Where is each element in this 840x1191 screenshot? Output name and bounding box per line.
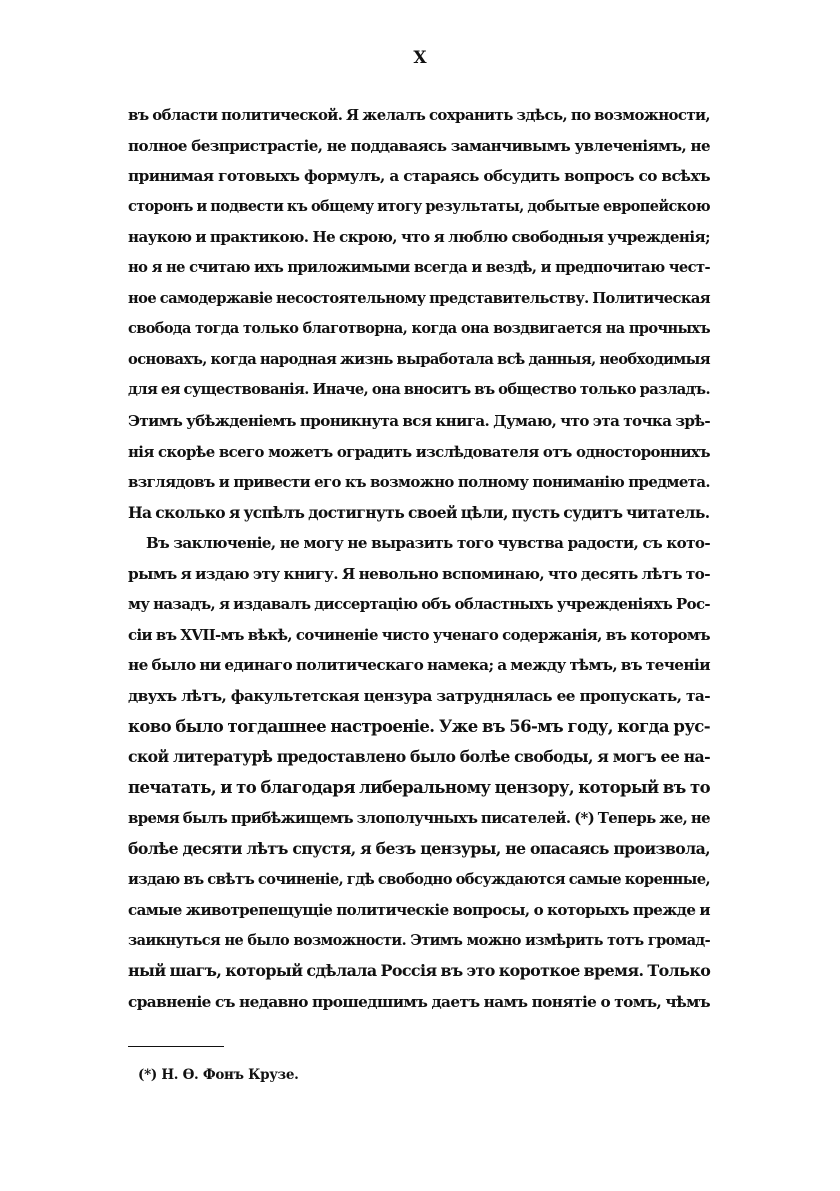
text-line: основахъ, когда народная жизнь выработала всѣ данныя, необходимыя: [128, 350, 710, 368]
text-line: самые животрепещущіе политическіе вопросы, о которыхъ прежде и: [128, 901, 710, 920]
text-line: сторонъ и подвести къ общему итогу результаты, добытые европейскою: [128, 197, 710, 215]
text-line: рымъ я издаю эту книгу. Я невольно вспоминаю, что десять лѣтъ то-: [128, 564, 710, 583]
text-line: сіи въ XVII-мъ вѣкѣ, сочиненіе чисто ученаго содержанія, въ которомъ: [128, 625, 710, 644]
text-line: взглядовъ и привести его къ возможно полному пониманію предмета.: [128, 473, 710, 492]
page-number: X: [413, 48, 427, 68]
text-line: ково было тогдашнее настроеніе. Уже въ 56-мъ году, когда рус-: [128, 716, 710, 736]
text-line: но я не считаю ихъ приложимыми всегда и вездѣ, и предпочитаю чест-: [128, 258, 710, 276]
text-line: свобода тогда только благотворна, когда она воздвигается на прочныхъ: [128, 320, 710, 338]
paragraph-1: [128, 100, 710, 528]
text-line: двухъ лѣтъ, факультетская цензура затруднялась ее пропускать, та-: [128, 686, 710, 705]
text-line: му назадъ, я издавалъ диссертацію объ областныхъ учрежденіяхъ Рос-: [128, 595, 710, 614]
text-line: ный шагъ, который сдѣлала Россія въ это короткое время. Только: [128, 961, 711, 981]
text-line: ное самодержавіе несостоятельному представительству. Политическая: [128, 289, 710, 307]
text-line: въ области политической. Я желалъ сохранить здѣсь, по возможности,: [128, 106, 710, 124]
text-line: сравненіе съ недавно прошедшимъ даетъ намъ понятіе о томъ, чѣмъ: [128, 992, 710, 1011]
text-line: На сколько я успѣлъ достигнуть своей цѣли, пусть судитъ читатель.: [128, 502, 710, 522]
text-line: не было ни единаго политическаго намека; а между тѣмъ, въ теченіи: [128, 656, 710, 675]
text-line: нія скорѣе всего можетъ оградить изслѣдователя отъ одностороннихъ: [128, 442, 710, 461]
text-line: Этимъ убѣжденіемъ проникнута вся книга. Думаю, что эта точка зрѣ-: [128, 411, 710, 430]
paragraph-2: [128, 528, 710, 1018]
text-line: для ея существованія. Иначе, она вноситъ въ общество только разладъ.: [128, 381, 710, 399]
text-line: издаю въ свѣтъ сочиненіе, гдѣ свободно обсуждаются самые коренные,: [128, 870, 710, 888]
text-line: наукою и практикою. Не скрою, что я люблю свободныя учрежденія;: [128, 228, 710, 247]
text-line: заикнуться не было возможности. Этимъ можно измѣрить тотъ громад-: [128, 931, 710, 949]
text-line: болѣе десяти лѣтъ спустя, я безъ цензуры, не опасаясь произвола,: [128, 838, 710, 858]
text-line: принимая готовыхъ формулъ, а стараясь обсудить вопросъ со всѣхъ: [128, 167, 710, 186]
text-line: ской литературѣ предоставлено было болѣе свободы, я могъ ее на-: [128, 747, 710, 767]
text-line: печатать, и то благодаря либеральному цензору, который въ то: [128, 777, 710, 797]
footnote: (*) Н. Ѳ. Фонъ Крузе.: [138, 1067, 299, 1083]
text-line: время былъ прибѣжищемъ злополучныхъ писателей. (*) Теперь же, не: [128, 809, 710, 828]
footnote-divider: [128, 1046, 224, 1047]
text-line: полное безпристрастіе, не поддаваясь заманчивымъ увлеченіямъ, не: [128, 136, 710, 155]
text-line: Въ заключеніе, не могу не выразить того чувства радости, съ кото-: [146, 534, 710, 552]
